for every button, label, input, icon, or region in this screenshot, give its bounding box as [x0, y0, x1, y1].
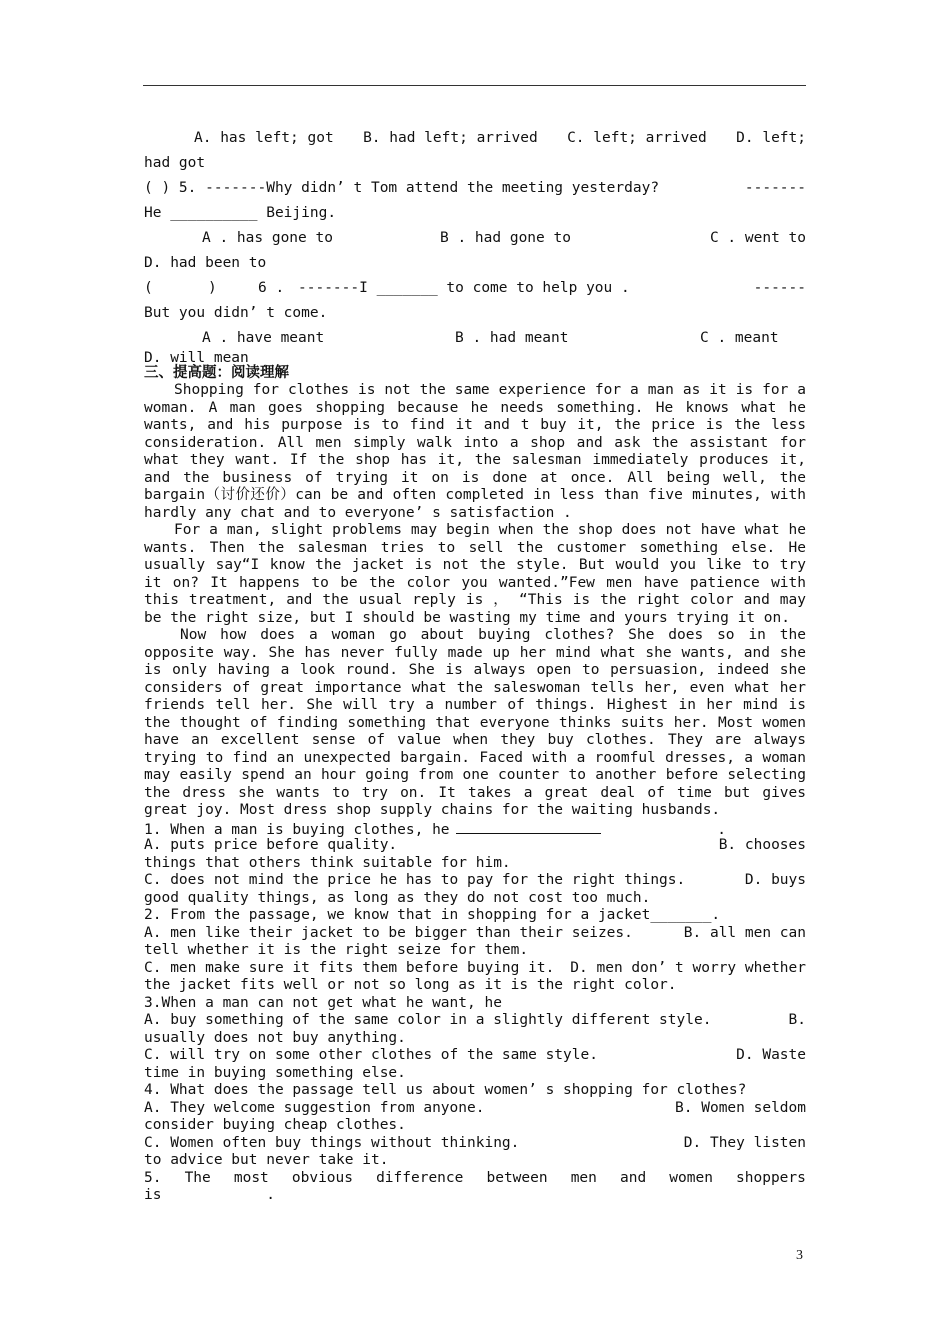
option-b-continued: tell whether it is the right seize for them.: [144, 942, 529, 958]
option-c: C. does not mind the price he has to pay for the right things.: [144, 872, 686, 888]
option-d: D. buys: [744, 872, 806, 888]
option-d: D. had been to: [144, 255, 267, 271]
question-1-options-row-2: [144, 855, 806, 873]
question-5-reading-stem: [144, 1170, 806, 1188]
question-5-stem: [144, 176, 806, 201]
option-a: A. men like their jacket to be bigger than their seizes.: [144, 924, 633, 941]
option-d: D. They listen: [683, 1134, 806, 1151]
question-5-options-continued: [144, 251, 806, 276]
option-d: D. Waste: [736, 1047, 806, 1063]
question-2-options-row-1: [144, 925, 806, 943]
question-2-options-row-2: [144, 942, 806, 960]
page-content: [144, 126, 806, 1205]
question-1-options-row-1: [144, 837, 806, 855]
reading-passage: [144, 382, 806, 820]
question-5-reading-line2: [144, 1187, 806, 1205]
question-3-options-row-2: [144, 1030, 806, 1048]
reading-questions: [144, 820, 806, 1205]
option-d: D. men don’ t worry whether: [570, 959, 806, 976]
question-5-continued: is .: [144, 1187, 275, 1203]
stem-word: and: [619, 1169, 647, 1186]
question-4-options: [144, 126, 806, 365]
option-d-continued: had got: [144, 155, 206, 171]
question-6-line2: [144, 301, 806, 326]
option-d-continued: good quality things, as long as they do not cost too much.: [144, 889, 651, 906]
question-1-end: .: [717, 821, 726, 838]
option-b-continued: things that others think suitable for him.: [144, 854, 511, 871]
option-c: C. men make sure it fits them before buying it.: [144, 959, 555, 976]
section-title: 三、提高题：阅读理解: [144, 365, 289, 381]
question-6-continued: But you didn’ t come.: [144, 305, 328, 321]
question-3-options-row-1: [144, 1012, 806, 1030]
option-b-continued: usually does not buy anything.: [144, 1029, 406, 1046]
option-c: C . went to: [709, 230, 806, 246]
option-a: A . have meant: [202, 330, 325, 346]
passage-paragraph-3: Now how does a woman go about buying clothes? She does so in the opposite way. She has never fully made up her mind what she wants, and she is only having a look round. She is always open to persuasion, indeed she considers of great importance what the saleswoman tells her, even what her friends tell her. She will try a number of things. Highest in her mind is the thought of finding something that everyone thinks suits her. Most women have an excellent sense of value when they buy clothes. They are always trying to find an unexpected bargain. Faced with a roomful dresses, a woman may easily spend an hour going from one counter to another before selecting the dress she wants to try on. It takes a great deal of time but gives great joy. Most dress shop supply chains for the waiting husbands.: [144, 627, 806, 818]
answer-blank: [456, 820, 601, 834]
question-5-answer-line: He __________ Beijing.: [144, 205, 337, 221]
passage-paragraph-2: For a man, slight problems may begin when the shop does not have what he wants. Then the salesman tries to sell the customer something else. He usually say“I know the jacket is not the style. But would you like to try it on? It happens to be the color you wanted.”Few men have patience with this treatment, and the usual reply is ， “This is the right color and may be the right size, but I should be wasting my time and yours trying it on.: [144, 522, 806, 626]
question-4-text: 4. What does the passage tell us about women’ s shopping for clothes?: [144, 1082, 747, 1098]
option-b: B. all men can: [683, 924, 806, 941]
option-c: C. Women often buy things without thinking.: [144, 1134, 520, 1151]
stem-word: between: [486, 1169, 548, 1186]
question-4-stem: [144, 1082, 806, 1100]
question-1-options-row-4: [144, 890, 806, 908]
question-6-text: -------I _______ to come to help you .: [298, 280, 630, 296]
question-5-line2: [144, 201, 806, 226]
option-d: D. left;: [736, 130, 806, 146]
question-3-options-row-3: [144, 1047, 806, 1065]
question-5-options: [144, 226, 806, 251]
option-row: [144, 126, 806, 151]
option-d-continued: the jacket fits well or not so long as it is the right color.: [144, 977, 677, 993]
option-row-continued: [144, 151, 806, 176]
question-3-text: 3.When a man can not get what he want, he: [144, 994, 502, 1011]
option-b: B. chooses: [718, 837, 806, 853]
option-d: D. will mean: [144, 350, 249, 366]
option-b: B. Women seldom: [675, 1099, 806, 1116]
option-b: B.: [788, 1012, 806, 1028]
option-b: B . had gone to: [440, 230, 571, 246]
stem-word: The: [184, 1169, 211, 1186]
question-4-options-row-4: [144, 1152, 806, 1170]
question-3-stem: [144, 995, 806, 1013]
question-2-text: 2. From the passage, we know that in shopping for a jacket_______.: [144, 907, 721, 923]
question-4-options-row-1: [144, 1100, 806, 1118]
question-6-stem: [144, 276, 806, 301]
option-a: A. buy something of the same color in a slightly different style.: [144, 1012, 712, 1028]
question-6-options-continued: [144, 351, 806, 365]
stem-word: women: [669, 1169, 713, 1186]
option-a: A . has gone to: [202, 230, 333, 246]
stem-word: obvious: [291, 1169, 353, 1186]
question-2-options-row-3: [144, 960, 806, 978]
option-c: C. left; arrived: [567, 130, 707, 146]
question-4-options-row-2: [144, 1117, 806, 1135]
option-a: A. has left; got: [194, 130, 334, 146]
passage-paragraph-1: Shopping for clothes is not the same experience for a man as it is for a woman. A man goes shopping because he needs something. He knows what he wants, and his purpose is to find it and t buy it, the price is the less consideration. All men simply walk into a shop and ask the assistant for what they want. If the shop has it, the salesman immediately produces it, and the business of trying it on is done at once. All being well, the bargain（讨价还价）can be and often completed in less than five minutes, with hardly any chat and to everyone’ s satisfaction .: [144, 382, 806, 521]
question-2-options-row-4: [144, 977, 806, 995]
option-c: C. will try on some other clothes of the same style.: [144, 1047, 598, 1063]
stem-word: shoppers: [736, 1169, 806, 1186]
option-a: A. puts price before quality.: [144, 837, 398, 853]
stem-word: men: [570, 1169, 597, 1186]
question-1-options-row-3: [144, 872, 806, 890]
question-6-paren-close: ): [208, 280, 217, 296]
question-6-number: 6 .: [258, 280, 285, 296]
stem-word: most: [233, 1169, 269, 1186]
question-3-options-row-4: [144, 1065, 806, 1083]
question-4-options-row-3: [144, 1135, 806, 1153]
option-a: A. They welcome suggestion from anyone.: [144, 1099, 485, 1116]
question-1-text: 1. When a man is buying clothes, he: [144, 821, 450, 838]
question-5-dash: -------: [744, 180, 806, 196]
option-b: B. had left; arrived: [363, 130, 538, 146]
option-d-continued: time in buying something else.: [144, 1064, 406, 1081]
stem-word: 5.: [144, 1169, 162, 1186]
option-b: B . had meant: [455, 330, 569, 346]
option-d-continued: to advice but never take it.: [144, 1152, 389, 1168]
question-2-stem: [144, 907, 806, 925]
page-number: 3: [796, 1248, 803, 1263]
question-6-paren-open: (: [144, 280, 153, 296]
question-1-stem: [144, 820, 806, 838]
question-6-options: [144, 326, 806, 351]
header-rule: [143, 85, 806, 86]
option-b-continued: consider buying cheap clothes.: [144, 1117, 406, 1133]
question-6-dash: ------: [753, 280, 806, 296]
option-c: C . meant: [700, 330, 779, 346]
question-5-text: ( ) 5. -------Why didn’ t Tom attend the meeting yesterday?: [144, 180, 660, 196]
stem-word: difference: [376, 1169, 464, 1186]
